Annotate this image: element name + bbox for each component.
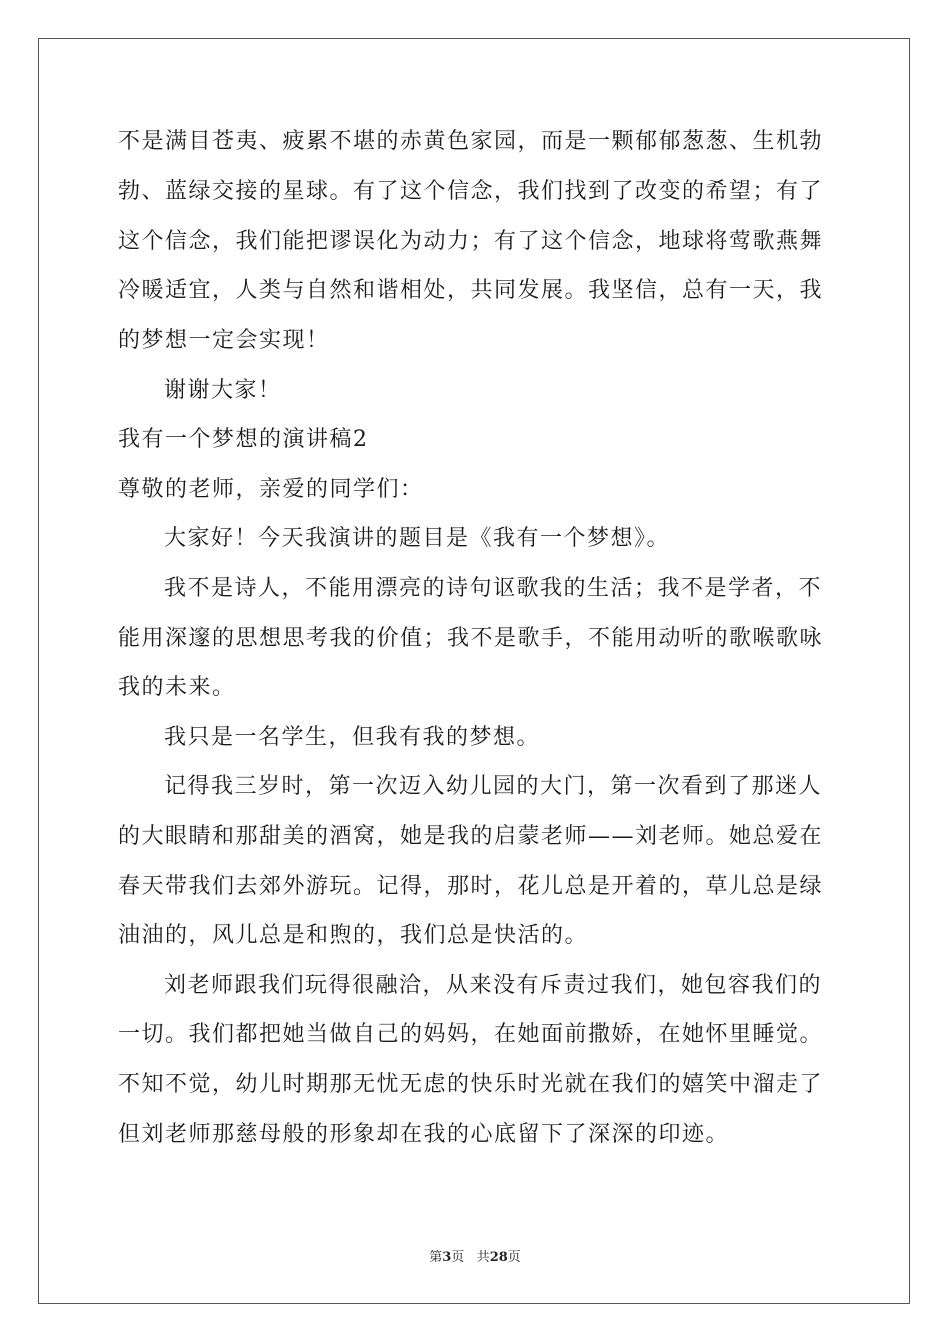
text-line: 不是满目苍夷、疲累不堪的赤黄色家园，而是一颗郁郁葱葱、生机勃	[118, 129, 824, 154]
text-line: 春天带我们去郊外游玩。记得，那时，花儿总是开着的，草儿总是绿	[118, 874, 824, 899]
text-line: 一切。我们都把她当做自己的妈妈，在她面前撒娇，在她怀里睡觉。	[118, 1022, 824, 1047]
text-line: 冷暖适宜，人类与自然和谐相处，共同发展。我坚信，总有一天，我	[118, 278, 824, 303]
text-line: 但刘老师那慈母般的形象却在我的心底留下了深深的印迹。	[118, 1122, 730, 1147]
footer-total-suffix: 页	[507, 1250, 521, 1265]
text-line: 我只是一名学生，但我有我的梦想。	[164, 725, 541, 750]
text-line: 不知不觉，幼儿时期那无忧无虑的快乐时光就在我们的嬉笑中溜走了	[118, 1072, 824, 1097]
page-footer	[0, 1246, 950, 1265]
current-page-number: 3	[442, 1250, 452, 1265]
text-line: 油油的，风儿总是和煦的，我们总是快活的。	[118, 923, 589, 948]
total-page-count: 28	[489, 1250, 508, 1265]
footer-prefix: 第	[429, 1250, 443, 1265]
text-line: 的梦想一定会实现！	[118, 328, 330, 353]
section-title: 我有一个梦想的演讲稿2	[118, 427, 369, 452]
text-line: 我的未来。	[118, 675, 236, 700]
text-line: 这个信念，我们能把谬误化为动力；有了这个信念，地球将莺歌燕舞	[118, 229, 824, 254]
text-line: 大家好！今天我演讲的题目是《我有一个梦想》。	[164, 526, 671, 551]
text-line: 勃、蓝绿交接的星球。有了这个信念，我们找到了改变的希望；有了	[118, 179, 824, 204]
text-line: 记得我三岁时，第一次迈入幼儿园的大门，第一次看到了那迷人	[164, 774, 823, 799]
text-line: 谢谢大家！	[164, 378, 282, 403]
text-line: 刘老师跟我们玩得很融洽，从来没有斥责过我们，她包容我们的	[164, 973, 823, 998]
salutation: 尊敬的老师，亲爱的同学们：	[118, 477, 424, 502]
text-line: 的大眼睛和那甜美的酒窝，她是我的启蒙老师——刘老师。她总爱在	[118, 824, 824, 849]
text-line: 能用深邃的思想思考我的价值；我不是歌手，不能用动听的歌喉歌咏	[118, 626, 824, 651]
text-line: 我不是诗人，不能用漂亮的诗句讴歌我的生活；我不是学者，不	[164, 576, 823, 601]
footer-total-prefix: 共	[476, 1250, 490, 1265]
footer-page-suffix: 页	[451, 1250, 465, 1265]
